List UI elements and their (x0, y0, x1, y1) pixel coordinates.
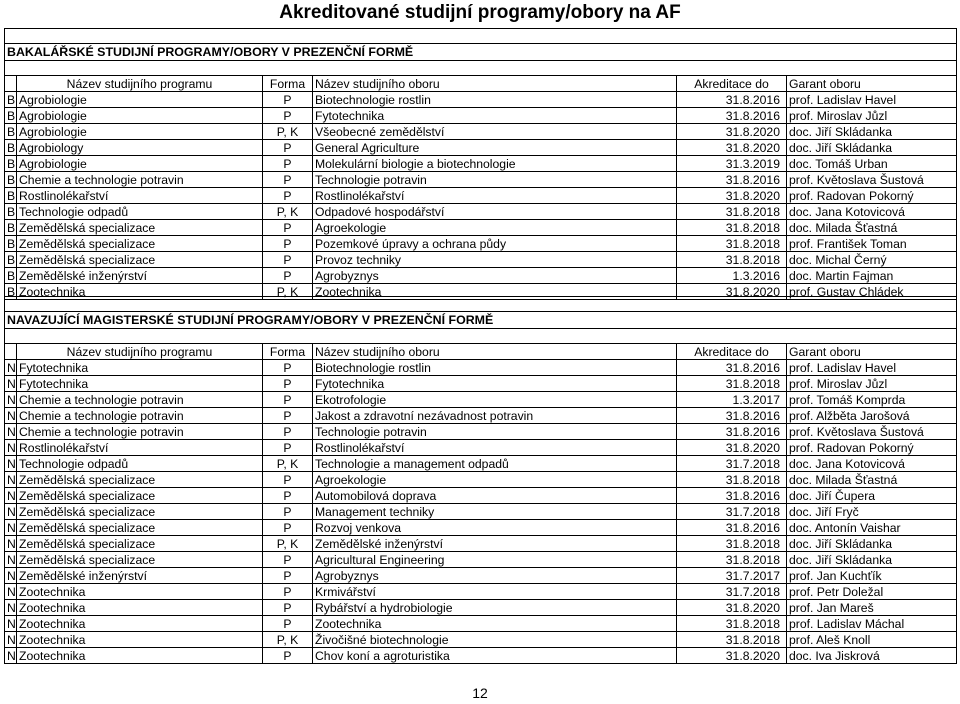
form-cell: P (263, 172, 313, 188)
form-cell: P (263, 648, 313, 664)
field-cell: Pozemkové úpravy a ochrana půdy (313, 236, 677, 252)
level-cell: N (5, 376, 17, 392)
field-cell: Agroekologie (313, 220, 677, 236)
field-cell: Management techniky (313, 504, 677, 520)
level-cell: B (5, 92, 17, 108)
field-cell: Technologie potravin (313, 172, 677, 188)
program-cell: Zemědělská specializace (17, 472, 263, 488)
program-cell: Chemie a technologie potravin (17, 172, 263, 188)
guarantor-cell: doc. Milada Šťastná (787, 472, 957, 488)
program-cell: Zemědělská specializace (17, 552, 263, 568)
field-cell: Agrobyznys (313, 268, 677, 284)
field-cell: Krmivářství (313, 584, 677, 600)
level-cell: N (5, 408, 17, 424)
guarantor-cell: prof. Ladislav Havel (787, 92, 957, 108)
form-cell: P (263, 220, 313, 236)
level-cell: B (5, 108, 17, 124)
level-cell: B (5, 252, 17, 268)
table-row (5, 568, 957, 584)
level-cell: B (5, 268, 17, 284)
program-cell: Zemědělská specializace (17, 536, 263, 552)
accreditation-cell: 31.8.2018 (677, 632, 787, 648)
form-cell: P (263, 440, 313, 456)
table-header-row (5, 344, 957, 360)
table-row (5, 536, 957, 552)
field-cell: Rozvoj venkova (313, 520, 677, 536)
table-row (5, 472, 957, 488)
field-cell: Zootechnika (313, 616, 677, 632)
field-cell: Molekulární biologie a biotechnologie (313, 156, 677, 172)
guarantor-cell: prof. Květoslava Šustová (787, 424, 957, 440)
program-cell: Agrobiologie (17, 156, 263, 172)
level-cell: N (5, 536, 17, 552)
col-header-form: Forma (263, 76, 313, 92)
form-cell: P (263, 236, 313, 252)
table-row (5, 140, 957, 156)
guarantor-cell: prof. Ladislav Máchal (787, 616, 957, 632)
form-cell: P (263, 392, 313, 408)
guarantor-cell: prof. Gustav Chládek (787, 284, 957, 300)
table-row (5, 408, 957, 424)
form-cell: P, K (263, 284, 313, 300)
field-cell: Technologie a management odpadů (313, 456, 677, 472)
field-cell: Automobilová doprava (313, 488, 677, 504)
accreditation-cell: 31.8.2020 (677, 284, 787, 300)
field-cell: Agrobyznys (313, 568, 677, 584)
accreditation-cell: 31.7.2018 (677, 456, 787, 472)
guarantor-cell: doc. Iva Jiskrová (787, 648, 957, 664)
table-row (5, 124, 957, 140)
level-cell: B (5, 220, 17, 236)
guarantor-cell: doc. Michal Černý (787, 252, 957, 268)
accreditation-cell: 31.8.2018 (677, 472, 787, 488)
level-cell: B (5, 124, 17, 140)
program-cell: Zemědělská specializace (17, 488, 263, 504)
accreditation-cell: 31.8.2018 (677, 376, 787, 392)
level-cell: N (5, 568, 17, 584)
form-cell: P (263, 108, 313, 124)
accreditation-cell: 31.8.2018 (677, 616, 787, 632)
form-cell: P (263, 140, 313, 156)
table-row (5, 520, 957, 536)
form-cell: P (263, 552, 313, 568)
section-heading: BAKALÁŘSKÉ STUDIJNÍ PROGRAMY/OBORY V PREZENČNÍ FORMĚ (5, 44, 957, 61)
accreditation-cell: 31.8.2018 (677, 552, 787, 568)
form-cell: P, K (263, 124, 313, 140)
program-cell: Zemědělská specializace (17, 520, 263, 536)
table-row (5, 600, 957, 616)
accreditation-cell: 31.8.2018 (677, 252, 787, 268)
table-row (5, 488, 957, 504)
level-cell: N (5, 648, 17, 664)
guarantor-cell: doc. Jana Kotovicová (787, 456, 957, 472)
accreditation-cell: 31.8.2020 (677, 124, 787, 140)
bachelor-programs-table (4, 28, 957, 300)
field-cell: Biotechnologie rostlin (313, 92, 677, 108)
program-cell: Zemědělská specializace (17, 236, 263, 252)
program-cell: Rostlinolékařství (17, 188, 263, 204)
table-row (5, 648, 957, 664)
guarantor-cell: prof. Radovan Pokorný (787, 188, 957, 204)
table-row (5, 584, 957, 600)
guarantor-cell: prof. Květoslava Šustová (787, 172, 957, 188)
col-header-guarantor: Garant oboru (787, 76, 957, 92)
page-number: 12 (472, 685, 488, 701)
guarantor-cell: doc. Jiří Skládanka (787, 536, 957, 552)
field-cell: Rostlinolékařství (313, 440, 677, 456)
form-cell: P (263, 252, 313, 268)
guarantor-cell: prof. Miroslav Jůzl (787, 108, 957, 124)
guarantor-cell: prof. Jan Kuchťík (787, 568, 957, 584)
accreditation-cell: 1.3.2016 (677, 268, 787, 284)
form-cell: P (263, 156, 313, 172)
program-cell: Agrobiologie (17, 108, 263, 124)
level-cell: B (5, 172, 17, 188)
field-cell: Provoz techniky (313, 252, 677, 268)
program-cell: Agrobiology (17, 140, 263, 156)
guarantor-cell: prof. František Toman (787, 236, 957, 252)
level-cell: N (5, 552, 17, 568)
form-cell: P (263, 408, 313, 424)
field-cell: Technologie potravin (313, 424, 677, 440)
table-row (5, 360, 957, 376)
col-header-field: Název studijního oboru (313, 76, 677, 92)
program-cell: Zemědělské inženýrství (17, 268, 263, 284)
level-cell: B (5, 156, 17, 172)
guarantor-cell: prof. Jan Mareš (787, 600, 957, 616)
level-cell: N (5, 472, 17, 488)
field-cell: Všeobecné zemědělství (313, 124, 677, 140)
table-header-row (5, 76, 957, 92)
field-cell: Jakost a zdravotní nezávadnost potravin (313, 408, 677, 424)
table-row (5, 252, 957, 268)
accreditation-cell: 31.3.2019 (677, 156, 787, 172)
level-cell: B (5, 284, 17, 300)
accreditation-cell: 31.8.2016 (677, 108, 787, 124)
col-header-guarantor: Garant oboru (787, 344, 957, 360)
guarantor-cell: prof. Aleš Knoll (787, 632, 957, 648)
form-cell: P, K (263, 204, 313, 220)
level-cell: N (5, 424, 17, 440)
program-cell: Rostlinolékařství (17, 440, 263, 456)
col-header-field: Název studijního oboru (313, 344, 677, 360)
program-cell: Zemědělská specializace (17, 504, 263, 520)
program-cell: Chemie a technologie potravin (17, 424, 263, 440)
accreditation-cell: 31.8.2020 (677, 648, 787, 664)
guarantor-cell: doc. Jiří Fryč (787, 504, 957, 520)
level-cell: N (5, 584, 17, 600)
field-cell: Fytotechnika (313, 108, 677, 124)
form-cell: P (263, 92, 313, 108)
field-cell: Agroekologie (313, 472, 677, 488)
program-cell: Zootechnika (17, 648, 263, 664)
accreditation-cell: 31.8.2018 (677, 220, 787, 236)
form-cell: P (263, 360, 313, 376)
table-row (5, 376, 957, 392)
field-cell: Chov koní a agroturistika (313, 648, 677, 664)
guarantor-cell: prof. Alžběta Jarošová (787, 408, 957, 424)
level-cell: B (5, 204, 17, 220)
level-cell: N (5, 392, 17, 408)
field-cell: Živočišné biotechnologie (313, 632, 677, 648)
table-row (5, 220, 957, 236)
table-row (5, 392, 957, 408)
section-heading: NAVAZUJÍCÍ MAGISTERSKÉ STUDIJNÍ PROGRAMY/OBORY V PREZENČNÍ FORMĚ (5, 312, 957, 329)
field-cell: Fytotechnika (313, 376, 677, 392)
program-cell: Chemie a technologie potravin (17, 408, 263, 424)
field-cell: Agricultural Engineering (313, 552, 677, 568)
guarantor-cell: doc. Antonín Vaishar (787, 520, 957, 536)
form-cell: P (263, 424, 313, 440)
col-header-form: Forma (263, 344, 313, 360)
accreditation-cell: 31.7.2017 (677, 568, 787, 584)
table-row (5, 236, 957, 252)
accreditation-cell: 31.8.2020 (677, 140, 787, 156)
guarantor-cell: doc. Tomáš Urban (787, 156, 957, 172)
guarantor-cell: doc. Milada Šťastná (787, 220, 957, 236)
table-row (5, 188, 957, 204)
accreditation-cell: 31.8.2016 (677, 92, 787, 108)
program-cell: Zootechnika (17, 632, 263, 648)
guarantor-cell: prof. Ladislav Havel (787, 360, 957, 376)
guarantor-cell: doc. Jiří Čupera (787, 488, 957, 504)
form-cell: P (263, 504, 313, 520)
program-cell: Zemědělská specializace (17, 252, 263, 268)
table-row (5, 440, 957, 456)
table-row (5, 156, 957, 172)
table-row (5, 424, 957, 440)
level-cell: N (5, 600, 17, 616)
level-cell: B (5, 188, 17, 204)
accreditation-cell: 31.8.2016 (677, 424, 787, 440)
field-cell: Rostlinolékařství (313, 188, 677, 204)
accreditation-cell: 31.8.2018 (677, 236, 787, 252)
guarantor-cell: doc. Jana Kotovicová (787, 204, 957, 220)
col-header-program: Název studijního programu (17, 344, 263, 360)
level-cell: B (5, 236, 17, 252)
level-cell: N (5, 456, 17, 472)
page-title: Akreditované studijní programy/obory na AF (279, 2, 681, 23)
form-cell: P (263, 268, 313, 284)
table-row (5, 632, 957, 648)
accreditation-cell: 31.8.2020 (677, 188, 787, 204)
program-cell: Zemědělská specializace (17, 220, 263, 236)
accreditation-cell: 31.7.2018 (677, 584, 787, 600)
guarantor-cell: doc. Jiří Skládanka (787, 552, 957, 568)
accreditation-cell: 31.8.2016 (677, 360, 787, 376)
field-cell: Biotechnologie rostlin (313, 360, 677, 376)
program-cell: Zootechnika (17, 616, 263, 632)
program-cell: Chemie a technologie potravin (17, 392, 263, 408)
table-row (5, 456, 957, 472)
table-row (5, 616, 957, 632)
table-row (5, 268, 957, 284)
form-cell: P, K (263, 536, 313, 552)
program-cell: Zootechnika (17, 584, 263, 600)
accreditation-cell: 31.8.2016 (677, 488, 787, 504)
table-row (5, 204, 957, 220)
program-cell: Zootechnika (17, 284, 263, 300)
program-cell: Technologie odpadů (17, 204, 263, 220)
form-cell: P (263, 188, 313, 204)
table-row (5, 108, 957, 124)
accreditation-cell: 31.8.2018 (677, 536, 787, 552)
table-row (5, 504, 957, 520)
level-cell: N (5, 504, 17, 520)
form-cell: P (263, 376, 313, 392)
col-header-accreditation: Akreditace do (677, 76, 787, 92)
form-cell: P (263, 472, 313, 488)
program-cell: Fytotechnika (17, 360, 263, 376)
form-cell: P (263, 616, 313, 632)
table-row (5, 552, 957, 568)
form-cell: P, K (263, 456, 313, 472)
field-cell: Zootechnika (313, 284, 677, 300)
level-cell: N (5, 632, 17, 648)
level-cell: N (5, 488, 17, 504)
program-cell: Agrobiologie (17, 124, 263, 140)
guarantor-cell: doc. Jiří Skládanka (787, 124, 957, 140)
table-row (5, 92, 957, 108)
guarantor-cell: doc. Martin Fajman (787, 268, 957, 284)
form-cell: P (263, 568, 313, 584)
guarantor-cell: doc. Jiří Skládanka (787, 140, 957, 156)
level-cell: B (5, 140, 17, 156)
accreditation-cell: 31.8.2020 (677, 600, 787, 616)
table-row (5, 172, 957, 188)
col-header-program: Název studijního programu (17, 76, 263, 92)
level-cell: N (5, 360, 17, 376)
accreditation-cell: 1.3.2017 (677, 392, 787, 408)
guarantor-cell: prof. Radovan Pokorný (787, 440, 957, 456)
program-cell: Fytotechnika (17, 376, 263, 392)
col-header-accreditation: Akreditace do (677, 344, 787, 360)
guarantor-cell: prof. Tomáš Komprda (787, 392, 957, 408)
accreditation-cell: 31.7.2018 (677, 504, 787, 520)
program-cell: Technologie odpadů (17, 456, 263, 472)
guarantor-cell: prof. Petr Doležal (787, 584, 957, 600)
field-cell: Ekotrofologie (313, 392, 677, 408)
accreditation-cell: 31.8.2016 (677, 172, 787, 188)
master-programs-table (4, 296, 957, 664)
form-cell: P (263, 520, 313, 536)
accreditation-cell: 31.8.2018 (677, 204, 787, 220)
field-cell: Odpadové hospodářství (313, 204, 677, 220)
form-cell: P (263, 488, 313, 504)
field-cell: Rybářství a hydrobiologie (313, 600, 677, 616)
level-cell: N (5, 440, 17, 456)
accreditation-cell: 31.8.2020 (677, 440, 787, 456)
form-cell: P (263, 584, 313, 600)
guarantor-cell: prof. Miroslav Jůzl (787, 376, 957, 392)
program-cell: Agrobiologie (17, 92, 263, 108)
level-cell: N (5, 616, 17, 632)
program-cell: Zemědělské inženýrství (17, 568, 263, 584)
form-cell: P, K (263, 632, 313, 648)
field-cell: Zemědělské inženýrství (313, 536, 677, 552)
form-cell: P (263, 600, 313, 616)
accreditation-cell: 31.8.2016 (677, 520, 787, 536)
program-cell: Zootechnika (17, 600, 263, 616)
accreditation-cell: 31.8.2016 (677, 408, 787, 424)
level-cell: N (5, 520, 17, 536)
field-cell: General Agriculture (313, 140, 677, 156)
